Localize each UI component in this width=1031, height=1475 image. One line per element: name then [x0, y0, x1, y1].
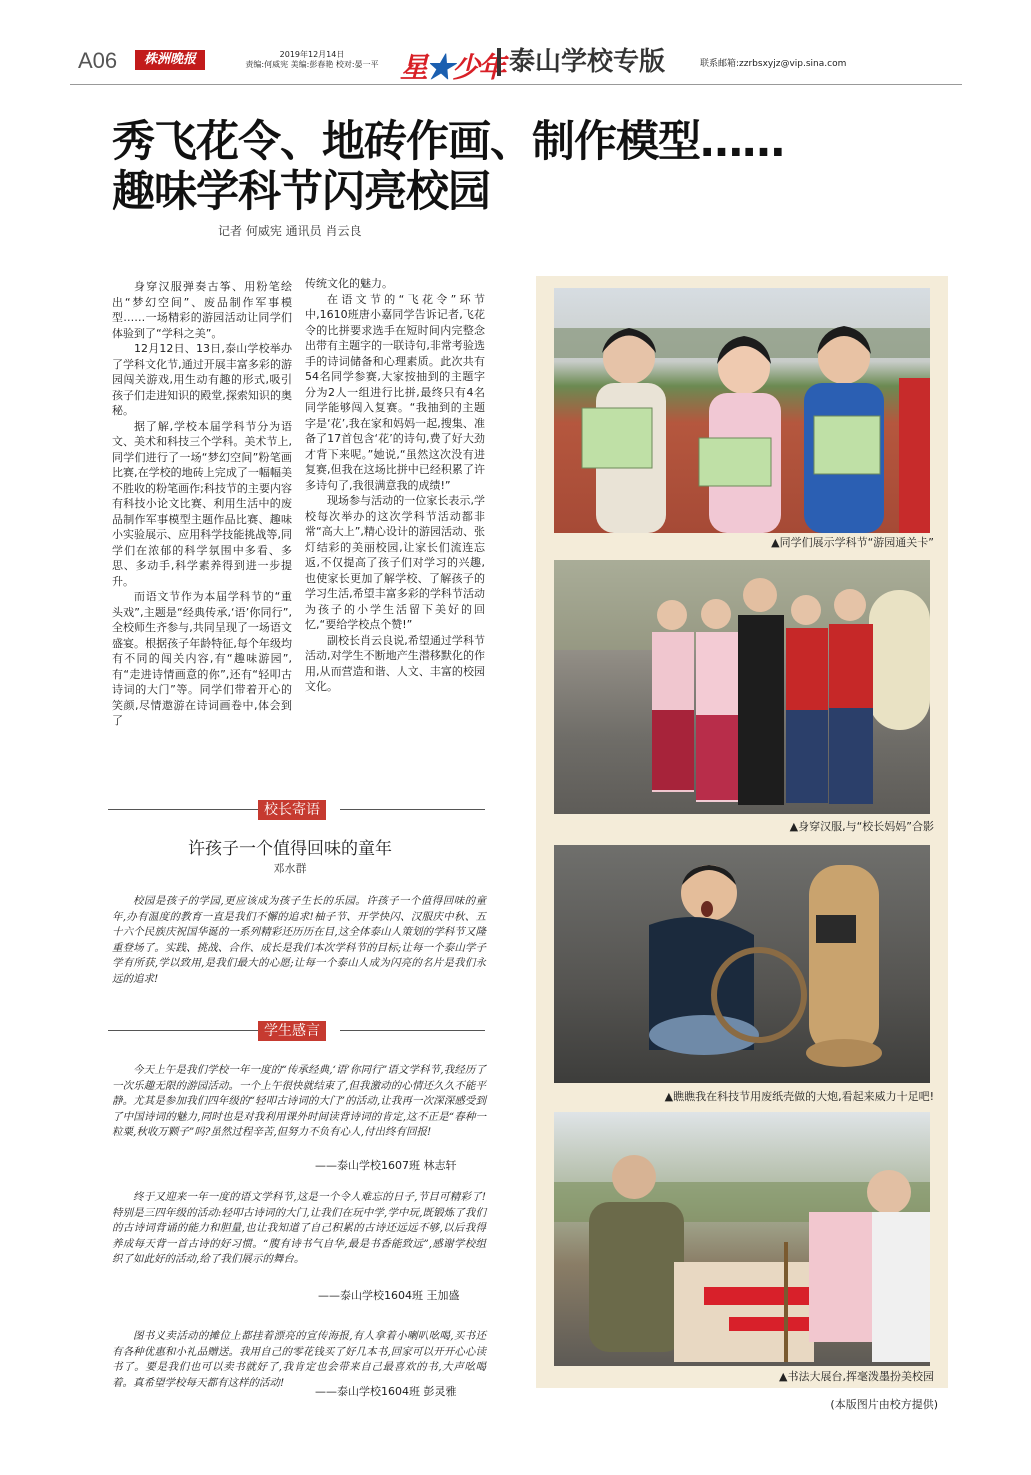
- paragraph: 12月12日、13日,泰山学校举办了学科文化节,通过开展丰富多彩的游园闯关游戏,用生动有趣的形式,吸引孩子们走进知识的殿堂,探索知识的奥秘。: [112, 342, 292, 417]
- photo-students-pass-cards: [554, 288, 930, 533]
- student-signature: ——泰山学校1604班 王加盛: [318, 1289, 460, 1302]
- brand-logo-part1: 星: [400, 51, 427, 84]
- paragraph: 校园是孩子的学园,更应该成为孩子生长的乐园。许孩子一个值得回味的童年,办有温度的教育一直是我们不懈的追求!柚子节、开学快闪、汉服庆中秋、五十六个民族庆祝国华诞的一系列精彩还历历在目,这全体泰山人策划的学科节又隆重登场了。实践、挑战、合作、成长是我们本次学科节的目标;让每一个泰山学子学有所获,学以致用,是我们最大的心愿;让每一个泰山人成为闪亮的名片是我们永远的追求!: [112, 895, 486, 985]
- paragraph: 现场参与活动的一位家长表示,学校每次举办的这次学科节活动都非常“高大上”,精心设计的游园活动、张灯结彩的美丽校园,让家长们流连忘返,不仅提高了孩子们对学习的兴趣,也使家长更加了解学校、了解孩子的学习生活,希望丰富多彩的学科节活动为孩子的小学生活留下美好的回忆,“要给学校点个赞!”: [305, 494, 485, 631]
- photo-credit: (本版图片由校方提供): [830, 1398, 938, 1411]
- students-section-tag: 学生感言: [258, 1021, 326, 1041]
- header-divider: [70, 84, 962, 85]
- student-entry: [112, 1063, 486, 1141]
- section-rule-right: [340, 809, 485, 810]
- section-rule-left: [108, 1030, 258, 1031]
- headline-line-1: 秀飞花令、地砖作画、制作模型……: [112, 117, 784, 167]
- paragraph: 今天上午是我们学校一年一度的“传承经典,‘语’你同行”语文学科节,我经历了一次乐趣无限的游园活动。一个上午很快就结束了,但我激动的心情还久久不能平静。尤其是参加我们四年级的“轻叩古诗词的大门”的活动,让我再一次深深感受到了中国诗词的魅力,同时也是对我利用课外时间读背诗词的肯定,这不正是“春种一粒粟,秋收万颗子”吗?虽然过程辛苦,但努力不负有心人,付出终有回报!: [112, 1064, 486, 1138]
- issue-meta: [237, 50, 387, 70]
- paragraph: 传统文化的魅力。: [305, 277, 393, 290]
- contact-email: 联系邮箱:zzrbsxyjz@vip.sina.com: [700, 59, 847, 69]
- photo-cardboard-cannon: [554, 845, 930, 1083]
- brand-logo: [400, 46, 504, 86]
- principal-section-tag: 校长寄语: [258, 800, 326, 820]
- issue-editors: 责编:何威宪 美编:彭春艳 校对:晏一平: [245, 60, 379, 69]
- paragraph: 身穿汉服弹奏古筝、用粉笔绘出“梦幻空间”、废品制作军事模型……一场精彩的游园活动让同学们体验到了“学科之美”。: [112, 280, 292, 340]
- article-column-2: [305, 276, 485, 695]
- article-column-1: [112, 279, 292, 729]
- issue-date: 2019年12月14日: [279, 50, 345, 59]
- paragraph: 副校长肖云良说,希望通过学科节活动,对学生不断地产生潜移默化的作用,从而营造和谐、人文、丰富的校园文化。: [305, 633, 485, 693]
- section-rule-left: [108, 809, 258, 810]
- section-rule-right: [340, 1030, 485, 1031]
- photo-hanfu-group: [554, 560, 930, 814]
- paragraph: 终于又迎来一年一度的语文学科节,这是一个令人难忘的日子,节目可精彩了!特别是三四年级的活动:轻叩古诗词的大门,让我们在玩中学,学中玩,既锻炼了我们的古诗词背诵的能力和胆量,也让我知道了自己积累的古诗还远远不够,以后我得养成每天背一首古诗的好习惯。“腹有诗书气自华,最是书香能致远”,感谢学校组织了如此好的活动,给了我们展示的舞台。: [112, 1191, 486, 1265]
- student-entry: [112, 1329, 486, 1391]
- photo-calligraphy-stand: [554, 1112, 930, 1366]
- headline-line-2: 趣味学科节闪亮校园: [112, 167, 490, 217]
- paragraph: 图书义卖活动的摊位上都挂着漂亮的宣传海报,有人拿着小喇叭吆喝,买书还有各种优惠和小礼品赠送。我用自己的零花钱买了好几本书,回家可以开开心心读书了。要是我们也可以卖书就好了,我肯定也会带来自己最喜欢的书,大声吆喝着。真希望学校每天都有这样的活动!: [112, 1330, 486, 1389]
- photo-caption: ▲身穿汉服,与“校长妈妈”合影: [789, 820, 934, 833]
- photo-illustration: [554, 1112, 930, 1366]
- student-signature: ——泰山学校1604班 彭灵雅: [315, 1385, 457, 1398]
- photo-caption: ▲同学们展示学科节“游园通关卡”: [771, 536, 934, 549]
- paragraph: 据了解,学校本届学科节分为语文、美术和科技三个学科。美术节上,同学们进行了一场“梦幻空间”粉笔画比赛,在学校的地砖上完成了一幅幅美不胜收的粉笔画作;科技节的主要内容有科技小论文比赛、利用生活中的废品制作军事模型主题作品比赛、趣味小实验展示、应用科学技能挑战等,同学们在浓郁的科学氛围中多看、多思、多动手,科学素养得到进一步提升。: [112, 419, 292, 588]
- student-signature: ——泰山学校1607班 林志轩: [315, 1159, 457, 1172]
- principal-essay-body: [112, 894, 486, 987]
- photo-illustration: [554, 560, 930, 814]
- photo-illustration: [554, 288, 930, 533]
- byline: 记者 何威宪 通讯员 肖云良: [218, 224, 362, 238]
- page-number: A06: [78, 48, 118, 73]
- photo-caption: ▲书法大展台,挥毫泼墨扮美校园: [779, 1370, 934, 1383]
- photo-panel: [536, 276, 948, 1388]
- paragraph: 而语文节作为本届学科节的“重头戏”,主题是“经典传承,‘语’你同行”,全校师生齐参与,共同呈现了一场语文盛宴。根据孩子年龄特征,每个年级均有不同的闯关内容,有“趣味游园”,有“走进诗情画意的你”,还有“轻叩古诗词的大门”等。同学们带着开心的笑颜,尽情遨游在诗词画卷中,体会到了: [112, 590, 292, 727]
- brand-logo-part2: 少年: [452, 51, 505, 84]
- student-entry: [112, 1190, 486, 1268]
- newspaper-logo: 株洲晚报: [135, 50, 205, 70]
- principal-essay-author: 邓水群: [273, 862, 307, 875]
- photo-caption: ▲瞧瞧我在科技节用废纸壳做的大炮,看起来威力十足吧!: [664, 1090, 934, 1103]
- principal-essay-title: 许孩子一个值得回味的童年: [188, 839, 392, 859]
- photo-illustration: [554, 845, 930, 1083]
- paragraph: 在语文节的“飞花令”环节中,1610班唐小嘉同学告诉记者,飞花令的比拼要求选手在短时间内完整念出带有主题字的一联诗句,非常考验选手的诗词储备和心理素质。此次共有54名同学参赛,大家按抽到的主题字分为2人一组进行比拼,最终只有4名同学能够闯入复赛。“我抽到的主题字是‘花’,我在家和妈妈一起,搜集、准备了17首包含‘花’的诗句,费了好大劲才背下来呢。”她说,“虽然这次没有进复赛,但我在这场比拼中已经积累了许多诗句了,我很满意我的成绩!”: [305, 292, 485, 492]
- section-title: 泰山学校专版: [497, 48, 665, 76]
- star-icon: ★: [426, 51, 453, 84]
